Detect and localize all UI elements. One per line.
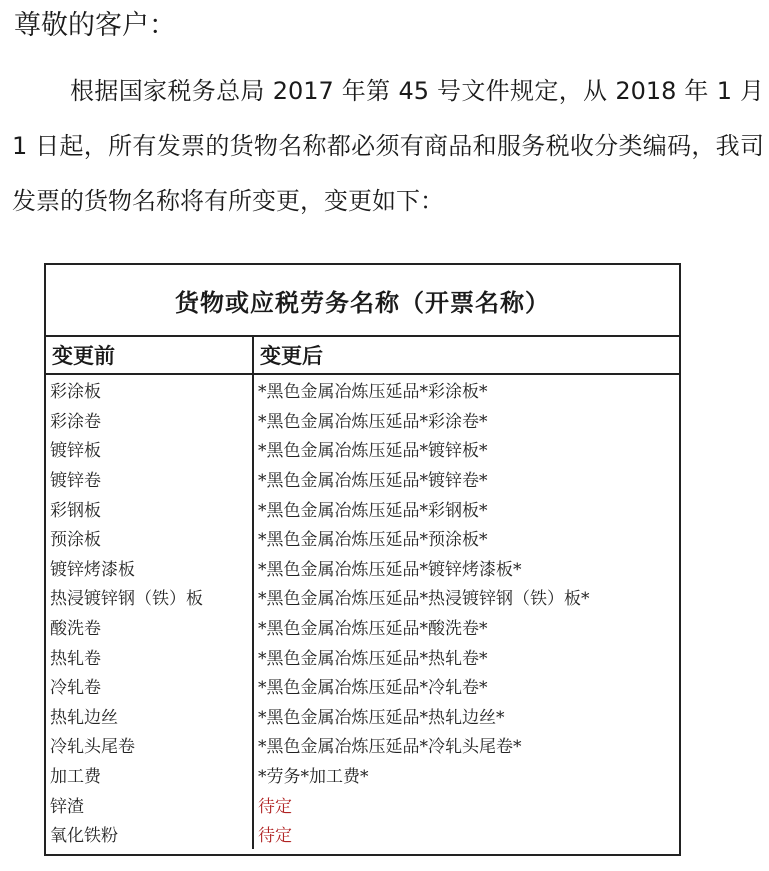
cell-before: 热浸镀锌钢（铁）板 (46, 582, 253, 612)
cell-before: 冷轧头尾卷 (46, 730, 253, 760)
table-row (46, 523, 679, 553)
table-header-row (46, 337, 679, 374)
table-row (46, 641, 679, 671)
cell-after: *黑色金属冶炼压延品*酸洗卷* (258, 619, 488, 640)
column-header-after: 变更后 (253, 337, 679, 374)
cell-after: *黑色金属冶炼压延品*冷轧卷* (258, 678, 488, 699)
table-row (46, 464, 679, 494)
cell-before: 热轧边丝 (46, 701, 253, 731)
cell-before: 镀锌板 (46, 434, 253, 464)
cell-after: *黑色金属冶炼压延品*彩钢板* (258, 500, 488, 521)
cell-after: *黑色金属冶炼压延品*镀锌板* (258, 441, 488, 462)
table-row (46, 405, 679, 435)
cell-after: *黑色金属冶炼压延品*冷轧头尾卷* (258, 737, 522, 758)
cell-after: *黑色金属冶炼压延品*彩涂卷* (258, 411, 488, 432)
name-change-table (44, 263, 681, 856)
cell-after-pending: 待定 (258, 826, 292, 847)
cell-before: 镀锌烤漆板 (46, 553, 253, 583)
table-row (46, 819, 679, 849)
cell-after: *黑色金属冶炼压延品*热轧边丝* (258, 707, 505, 728)
cell-before: 热轧卷 (46, 641, 253, 671)
cell-before: 彩涂卷 (46, 405, 253, 435)
cell-before: 加工费 (46, 760, 253, 790)
table-row (46, 553, 679, 583)
cell-before: 彩涂板 (46, 374, 253, 405)
cell-after: *黑色金属冶炼压延品*预涂板* (258, 530, 488, 551)
table-row (46, 374, 679, 405)
table-row (46, 701, 679, 731)
cell-before: 镀锌卷 (46, 464, 253, 494)
cell-before: 预涂板 (46, 523, 253, 553)
cell-before: 彩钢板 (46, 493, 253, 523)
notice-paragraph: 根据国家税务总局 2017 年第 45 号文件规定，从 2018 年 1 月 1 日起，所有发票的货物名称都必须有商品和服务税收分类编码，我司发票的货物名称将有所变更，变更如下： (12, 77, 764, 215)
column-header-before: 变更前 (46, 337, 253, 374)
cell-before: 酸洗卷 (46, 612, 253, 642)
table-row (46, 730, 679, 760)
table-row (46, 760, 679, 790)
table-body (46, 374, 679, 849)
table-row (46, 671, 679, 701)
cell-after-pending: 待定 (258, 796, 292, 817)
cell-after: *黑色金属冶炼压延品*镀锌卷* (258, 471, 488, 492)
table-row (46, 582, 679, 612)
cell-after: *黑色金属冶炼压延品*热轧卷* (258, 648, 488, 669)
cell-before: 氧化铁粉 (46, 819, 253, 849)
greeting: 尊敬的客户： (14, 10, 176, 41)
cell-after: *黑色金属冶炼压延品*镀锌烤漆板* (258, 559, 522, 580)
table-row (46, 434, 679, 464)
table-row (46, 612, 679, 642)
cell-after: *劳务*加工费* (258, 767, 369, 788)
table-row (46, 493, 679, 523)
table-title: 货物或应税劳务名称（开票名称） (46, 265, 679, 337)
cell-before: 锌渣 (46, 789, 253, 819)
cell-after: *黑色金属冶炼压延品*彩涂板* (258, 382, 488, 403)
table-row (46, 789, 679, 819)
cell-before: 冷轧卷 (46, 671, 253, 701)
mapping-table (46, 337, 679, 849)
cell-after: *黑色金属冶炼压延品*热浸镀锌钢（铁）板* (258, 589, 590, 610)
